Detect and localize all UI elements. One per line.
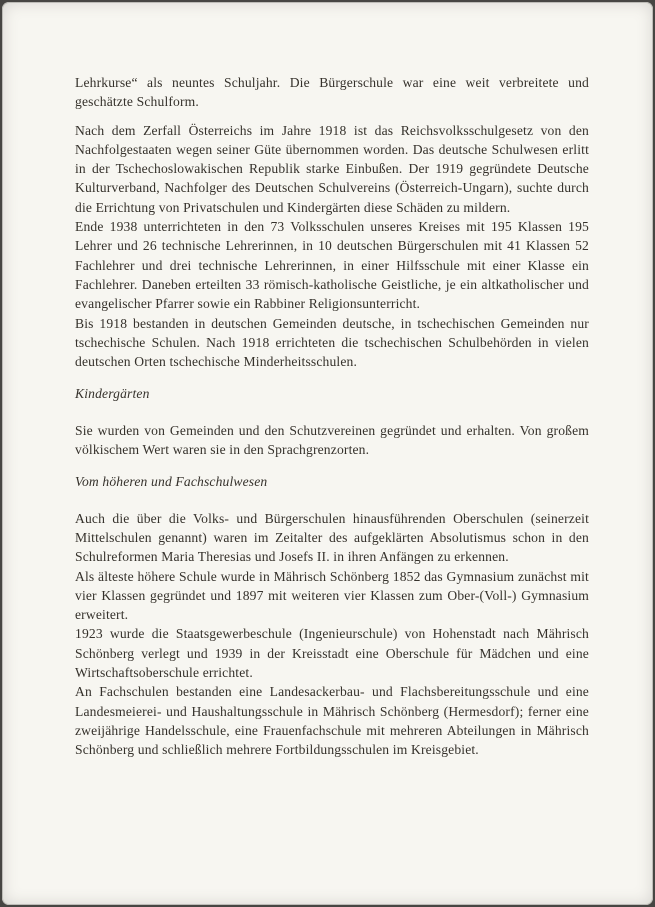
section-heading-fachschulwesen: Vom höheren und Fachschulwesen	[75, 474, 268, 490]
page-text-block	[75, 73, 589, 760]
paragraph-fachschulen: An Fachschulen bestanden eine Landesackerbau- und Flachsbereitungsschule und eine Landesmeierei- und Haushaltungsschule in Mährisch Schönberg (Hermesdorf); ferner eine zweijährige Handelsschule, eine Frauenfachschule mit mehreren Abteilungen in Mährisch Schönberg und schließlich mehrere Fortbildungsschulen im Kreisgebiet.	[75, 684, 589, 758]
paragraph-minderheitsschulen: Bis 1918 bestanden in deutschen Gemeinden deutsche, in tschechischen Gemeinden nur tschechische Schulen. Nach 1918 errichteten die tschechischen Schulbehörden in vielen deutschen Orten tschechische Minderheitsschulen.	[75, 315, 589, 370]
scanned-document-page	[2, 2, 653, 905]
paragraph-intro: Lehrkurse“ als neuntes Schuljahr. Die Bürgerschule war eine weit verbreitete und geschätzte Schulform.	[75, 75, 589, 110]
paragraph-oberschulen: Auch die über die Volks- und Bürgerschulen hinausführenden Oberschulen (seinerzeit Mittelschulen genannt) waren im Zeitalter des aufgeklärten Absolutismus schon in den Schulreformen Maria Theresias und Josefs II. in ihren Anfängen zu erkennen.	[75, 510, 589, 565]
paragraph-schulgesetz: Nach dem Zerfall Österreichs im Jahre 1918 ist das Reichsvolksschulgesetz von den Nachfolgestaaten wegen seiner Güte übernommen worden. Das deutsche Schulwesen erlitt in der Tschechoslowakischen Republik starke Einbußen. Der 1919 gegründete Deutsche Kulturverband, Nachfolger des Deutschen Schulvereins (Österreich-Ungarn), suchte durch die Errichtung von Privatschulen und Kindergärten diese Schäden zu mildern.	[75, 122, 589, 215]
paragraph-staatsgewerbeschule: 1923 wurde die Staatsgewerbeschule (Ingenieurschule) von Hohenstadt nach Mährisch Schönberg verlegt und 1939 in der Kreisstadt eine Oberschule für Mädchen und eine Wirtschaftsoberschule errichtet.	[75, 626, 589, 681]
paragraph-gymnasium: Als älteste höhere Schule wurde in Mährisch Schönberg 1852 das Gymnasium zunächst mit vier Klassen gegründet und 1897 mit weiteren vier Klassen zum Ober-(Voll-) Gymnasium erweitert.	[75, 568, 589, 623]
paragraph-kindergaerten: Sie wurden von Gemeinden und den Schutzvereinen gegründet und erhalten. Von großem völkischem Wert waren sie in den Sprachgrenzorten.	[75, 422, 589, 458]
section-heading-kindergaerten: Kindergärten	[75, 386, 150, 402]
paragraph-statistik-1938: Ende 1938 unterrichteten in den 73 Volksschulen unseres Kreises mit 195 Klassen 195 Lehrer und 26 technische Lehrerinnen, in 10 deutschen Bürgerschulen mit 41 Klassen 52 Fachlehrer und drei technische Lehrerinnen, in einer Hilfsschule mit einer Klasse ein Fachlehrer. Daneben erteilten 33 römisch-katholische Geistliche, je ein altkatholischer und evangelischer Pfarrer sowie ein Rabbiner Religionsunterricht.	[75, 219, 589, 312]
